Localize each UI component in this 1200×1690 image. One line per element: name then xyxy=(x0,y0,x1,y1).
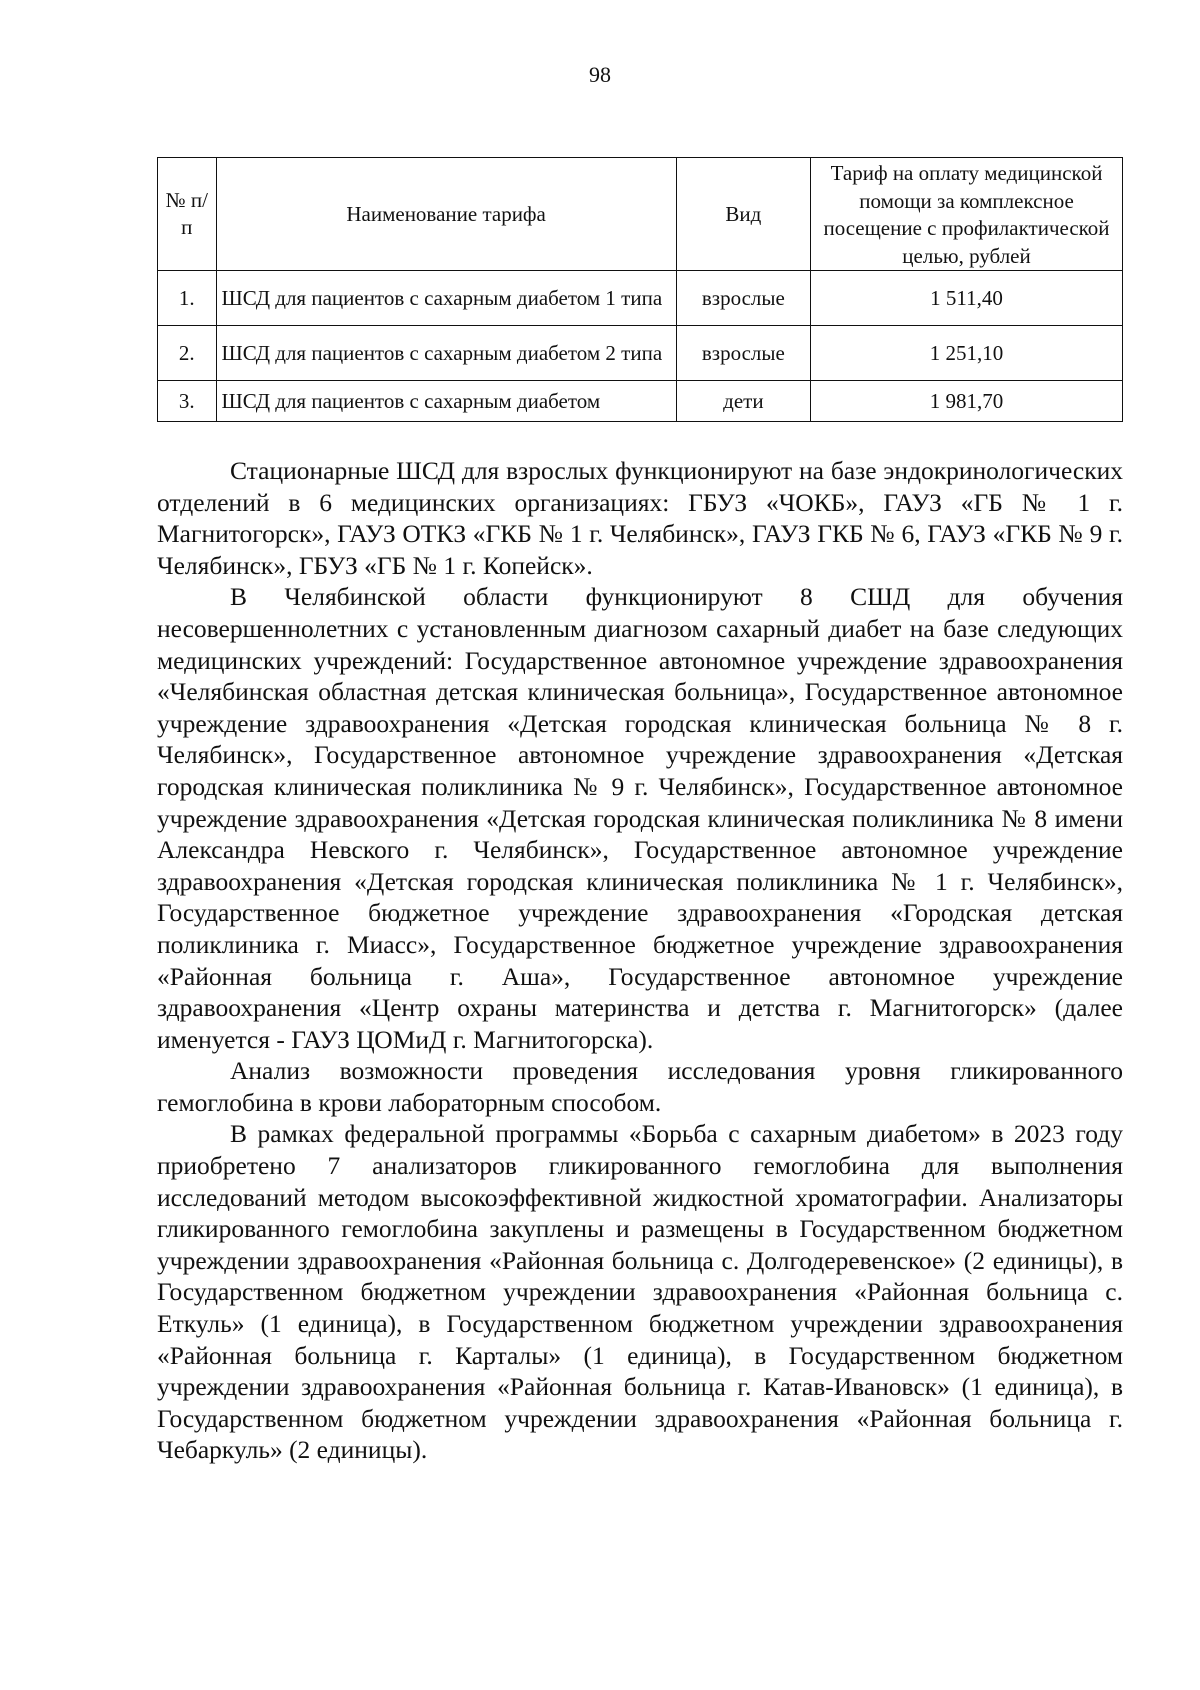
row-num: 2. xyxy=(158,326,217,381)
tariff-table xyxy=(157,157,1123,422)
table-row xyxy=(158,326,1123,381)
header-kind: Вид xyxy=(676,158,810,271)
header-tariff: Тариф на оплату медицинской помощи за комплексное посещение с профилактической целью, рублей xyxy=(811,158,1123,271)
header-num: № п/п xyxy=(158,158,217,271)
paragraph-children-schools: В Челябинской области функционируют 8 СШД для обучения несовершеннолетних с установленным диагнозом сахарный диабет на базе следующих медицинских учреждений: Государственное автономное учреждение здравоохранения «Челябинская областная детская клиническая больница», Государственное автономное учреждение здравоохранения «Детская городская клиническая больница № 8 г. Челябинск», Государственное автономное учреждение здравоохранения «Детская городская клиническая поликлиника № 9 г. Челябинск», Государственное автономное учреждение здравоохранения «Детская городская клиническая поликлиника № 8 имени Александра Невского г. Челябинск», Государственное автономное учреждение здравоохранения «Детская городская клиническая поликлиника № 1 г. Челябинск», Государственное бюджетное учреждение здравоохранения «Городская детская поликлиника г. Миасс», Государственное бюджетное учреждение здравоохранения «Районная больница г. Аша», Государственное автономное учреждение здравоохранения «Центр охраны материнства и детства г. Магнитогорск» (далее именуется - ГАУЗ ЦОМиД г. Магнитогорска). xyxy=(157,582,1123,1054)
body-text xyxy=(157,455,1123,1466)
row-kind: дети xyxy=(676,381,810,422)
paragraph-analysis-heading: Анализ возможности проведения исследования уровня гликированного гемоглобина в крови лабораторным способом. xyxy=(157,1056,1123,1117)
row-num: 1. xyxy=(158,271,217,326)
row-tariff: 1 251,10 xyxy=(811,326,1123,381)
header-name: Наименование тарифа xyxy=(216,158,676,271)
paragraph-stationary-schools: Стационарные ШСД для взрослых функционируют на базе эндокринологических отделений в 6 медицинских организациях: ГБУЗ «ЧОКБ», ГАУЗ «ГБ № 1 г. Магнитогорск», ГАУЗ ОТКЗ «ГКБ № 1 г. Челябинск», ГАУЗ ГКБ № 6, ГАУЗ «ГКБ № 9 г. Челябинск», ГБУЗ «ГБ № 1 г. Копейск». xyxy=(157,456,1123,580)
row-tariff: 1 511,40 xyxy=(811,271,1123,326)
table-row xyxy=(158,271,1123,326)
table-header-row xyxy=(158,158,1123,271)
table-row xyxy=(158,381,1123,422)
row-name: ШСД для пациентов с сахарным диабетом 2 типа xyxy=(216,326,676,381)
row-kind: взрослые xyxy=(676,326,810,381)
row-name: ШСД для пациентов с сахарным диабетом 1 типа xyxy=(216,271,676,326)
page-number: 98 xyxy=(589,62,611,87)
row-kind: взрослые xyxy=(676,271,810,326)
paragraph-analyzers: В рамках федеральной программы «Борьба с сахарным диабетом» в 2023 году приобретено 7 анализаторов гликированного гемоглобина для выполнения исследований методом высокоэффективной жидкостной хроматографии. Анализаторы гликированного гемоглобина закуплены и размещены в Государственном бюджетном учреждении здравоохранения «Районная больница с. Долгодеревенское» (2 единицы), в Государственном бюджетном учреждении здравоохранения «Районная больница с. Еткуль» (1 единица), в Государственном бюджетном учреждении здравоохранения «Районная больница г. Карталы» (1 единица), в Государственном бюджетном учреждении здравоохранения «Районная больница г. Катав-Ивановск» (1 единица), в Государственном бюджетном учреждении здравоохранения «Районная больница г. Чебаркуль» (2 единицы). xyxy=(157,1119,1123,1465)
row-num: 3. xyxy=(158,381,217,422)
row-tariff: 1 981,70 xyxy=(811,381,1123,422)
row-name: ШСД для пациентов с сахарным диабетом xyxy=(216,381,676,422)
